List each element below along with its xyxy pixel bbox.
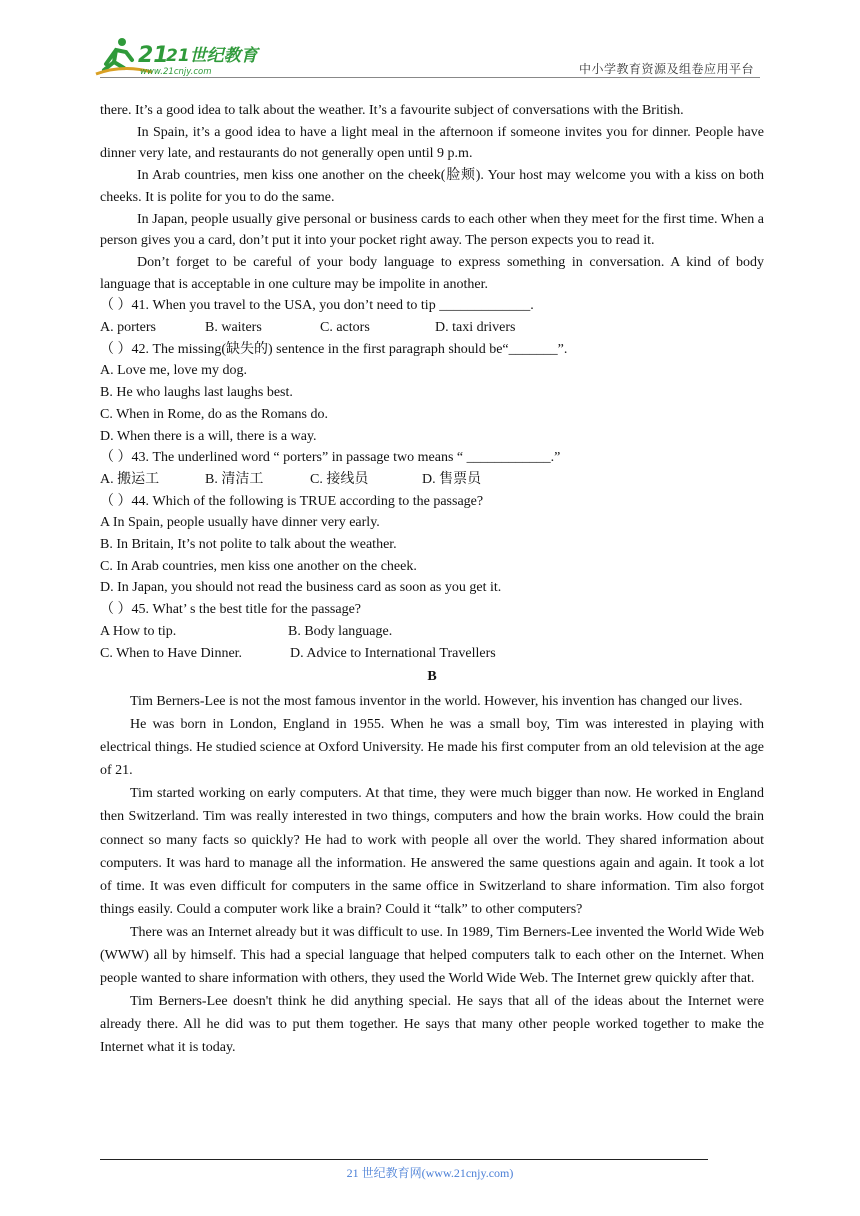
question-41-options (100, 317, 764, 339)
option: D. Advice to International Travellers (290, 645, 496, 661)
passage-a-paragraph: Don’t forget to be careful of your body language to express something in conversation. A kind of body language that is acceptable in one culture may be impolite in another. (100, 254, 764, 292)
question-45: （ ）45. What’ s the best title for the passage? (100, 602, 361, 618)
page-header (0, 0, 860, 80)
passage-b-paragraph: There was an Internet already but it was difficult to use. In 1989, Tim Berners-Lee invented the World Wide Web (WWW) all by himself. This had a special language that helped computers talk to each other on the Internet. When people wanted to share information with others, they used the World Wide Web. The Internet grew quickly after that. (100, 924, 764, 987)
option: C. When to Have Dinner. (100, 645, 243, 661)
site-logo (92, 34, 262, 78)
option: B. Body language. (288, 623, 393, 639)
option: D. When there is a will, there is a way. (100, 428, 317, 444)
passage-b-paragraph: Tim started working on early computers. At that time, they were much bigger than now. He worked in England then Switzerland. Tim was really interested in two things, computers and how the brain works. How could the brain connect so many facts so quickly? He had to work with people all over the world. They shared information about computers. It was hard to manage all the information. He answered the same questions again and again. It took a lot of time. It was even difficult for computers in the same office in Switzerland to share information. Tim also forgot things easily. Could a computer work like a brain? Could it “talk” to other computers? (100, 786, 764, 917)
question-43-options (100, 469, 764, 491)
question-44: （ ）44. Which of the following is TRUE according to the passage? (100, 493, 484, 509)
option: C. 接线员 (310, 471, 369, 487)
footer-link[interactable]: 21 世纪教育网(www.21cnjy.com) (346, 1166, 514, 1180)
passage-a-paragraph: In Spain, it’s a good idea to have a light meal in the afternoon if someone invites you for dinner. People have dinner very late, and restaurants do not generally open until 9 p.m. (100, 124, 764, 162)
passage-b-paragraph: Tim Berners-Lee doesn't think he did anything special. He says that all of the ideas about the Internet were already there. All he did was to put them together. He says that many other people worked together to make the Internet what it is today. (100, 994, 764, 1056)
question-45-options-row1 (100, 621, 764, 643)
passage-a-paragraph: In Japan, people usually give personal or business cards to each other when they meet for the first time. When a person gives you a card, don’t put it into your pocket right away. The person expects you to read it. (100, 211, 764, 249)
option: A. porters (100, 320, 156, 336)
option: B. 清洁工 (205, 471, 264, 487)
passage-a-paragraph: In Arab countries, men kiss one another on the cheek(脸颊). Your host may welcome you with a kiss on both cheeks. It is polite for you to do the same. (100, 168, 764, 205)
option: D. 售票员 (422, 471, 482, 487)
header-divider (100, 77, 760, 78)
passage-b (100, 690, 764, 1060)
option: B. In Britain, It’s not polite to talk about the weather. (100, 537, 397, 553)
option: A. 搬运工 (100, 471, 160, 487)
svg-text:21: 21 (138, 43, 169, 68)
option: C. When in Rome, do as the Romans do. (100, 406, 328, 422)
option: D. In Japan, you should not read the business card as soon as you get it. (100, 580, 502, 596)
passage-b-paragraph: He was born in London, England in 1955. When he was a small boy, Tim was interested in playing with electrical things. He studied science at Oxford University. He made his first computer from an old television at the age of 21. (100, 717, 764, 779)
question-42: （ ）42. The missing(缺失的) sentence in the first paragraph should be“_______”. (100, 341, 568, 357)
platform-name: 中小学教育资源及组卷应用平台 (578, 62, 754, 76)
option: B. waiters (205, 320, 262, 336)
option: D. taxi drivers (435, 320, 516, 336)
passage-b-paragraph: Tim Berners-Lee is not the most famous inventor in the world. However, his invention has changed our lives. (130, 693, 743, 709)
option: A How to tip. (100, 623, 177, 639)
question-43: （ ）43. The underlined word “ porters” in passage two means “ ____________.” (100, 450, 561, 466)
option: A In Spain, people usually have dinner very early. (100, 515, 380, 531)
question-45-options-row2 (100, 643, 764, 665)
option: A. Love me, love my dog. (100, 363, 247, 379)
document-body (100, 100, 764, 1059)
option: C. In Arab countries, men kiss one another on the cheek. (100, 558, 417, 574)
logo-text: 21世纪教育 (166, 46, 258, 66)
question-41: （ ）41. When you travel to the USA, you don’t need to tip _____________. (100, 298, 534, 314)
passage-a-paragraph: there. It’s a good idea to talk about the weather. It’s a favourite subject of conversations with the British. (100, 103, 684, 118)
footer-divider (100, 1159, 708, 1160)
option: C. actors (320, 320, 370, 336)
option: B. He who laughs last laughs best. (100, 385, 293, 401)
logo-url: www.21cnjy.com (140, 67, 212, 77)
section-b-title: B (427, 669, 437, 685)
